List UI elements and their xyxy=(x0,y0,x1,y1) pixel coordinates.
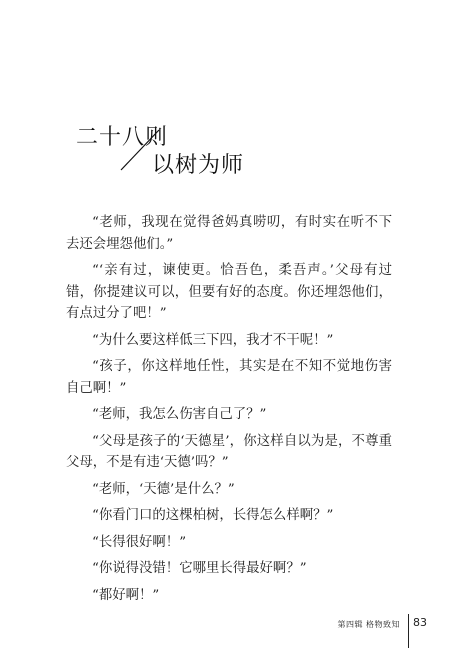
section-label: 第四辑 格物致知 xyxy=(337,620,400,629)
paragraph: “你说得没错！它哪里长得最好啊？” xyxy=(92,561,307,576)
paragraph: “老师，我现在觉得爸妈真唠叨，有时实在听不下去还会埋怨他们。” xyxy=(66,215,392,252)
paragraph: “长得很好啊！” xyxy=(92,534,187,550)
paragraph: “‘亲有过，谏使更。恰吾色，柔吾声。’父母有过错，你提建议可以，但要有好的态度。你还埋怨他们，有点过分了吧！” xyxy=(66,263,392,321)
paragraph: “老师，我怎么伤害自己了？” xyxy=(92,407,267,422)
paragraph: “你看门口的这棵柏树，长得怎么样啊？” xyxy=(92,508,334,523)
footer-divider xyxy=(408,614,409,648)
paragraph: “父母是孩子的‘天德星’，你这样自以为是，不尊重父母，不是有违‘天德’吗？” xyxy=(66,433,392,470)
page-footer xyxy=(337,614,427,648)
chapter-title: 以树为师 xyxy=(152,153,245,178)
paragraph: “孩子，你这样地任性，其实是在不知不觉地伤害自己啊！” xyxy=(66,359,392,396)
chapter-number: 二十八则 xyxy=(76,125,169,150)
body-text xyxy=(66,212,392,611)
paragraph: “老师，‘天德’是什么？” xyxy=(92,481,235,497)
paragraph: “都好啊！” xyxy=(92,587,160,603)
page-number: 83 xyxy=(413,616,427,629)
paragraph: “为什么要这样低三下四，我才不干呢！” xyxy=(92,332,334,348)
